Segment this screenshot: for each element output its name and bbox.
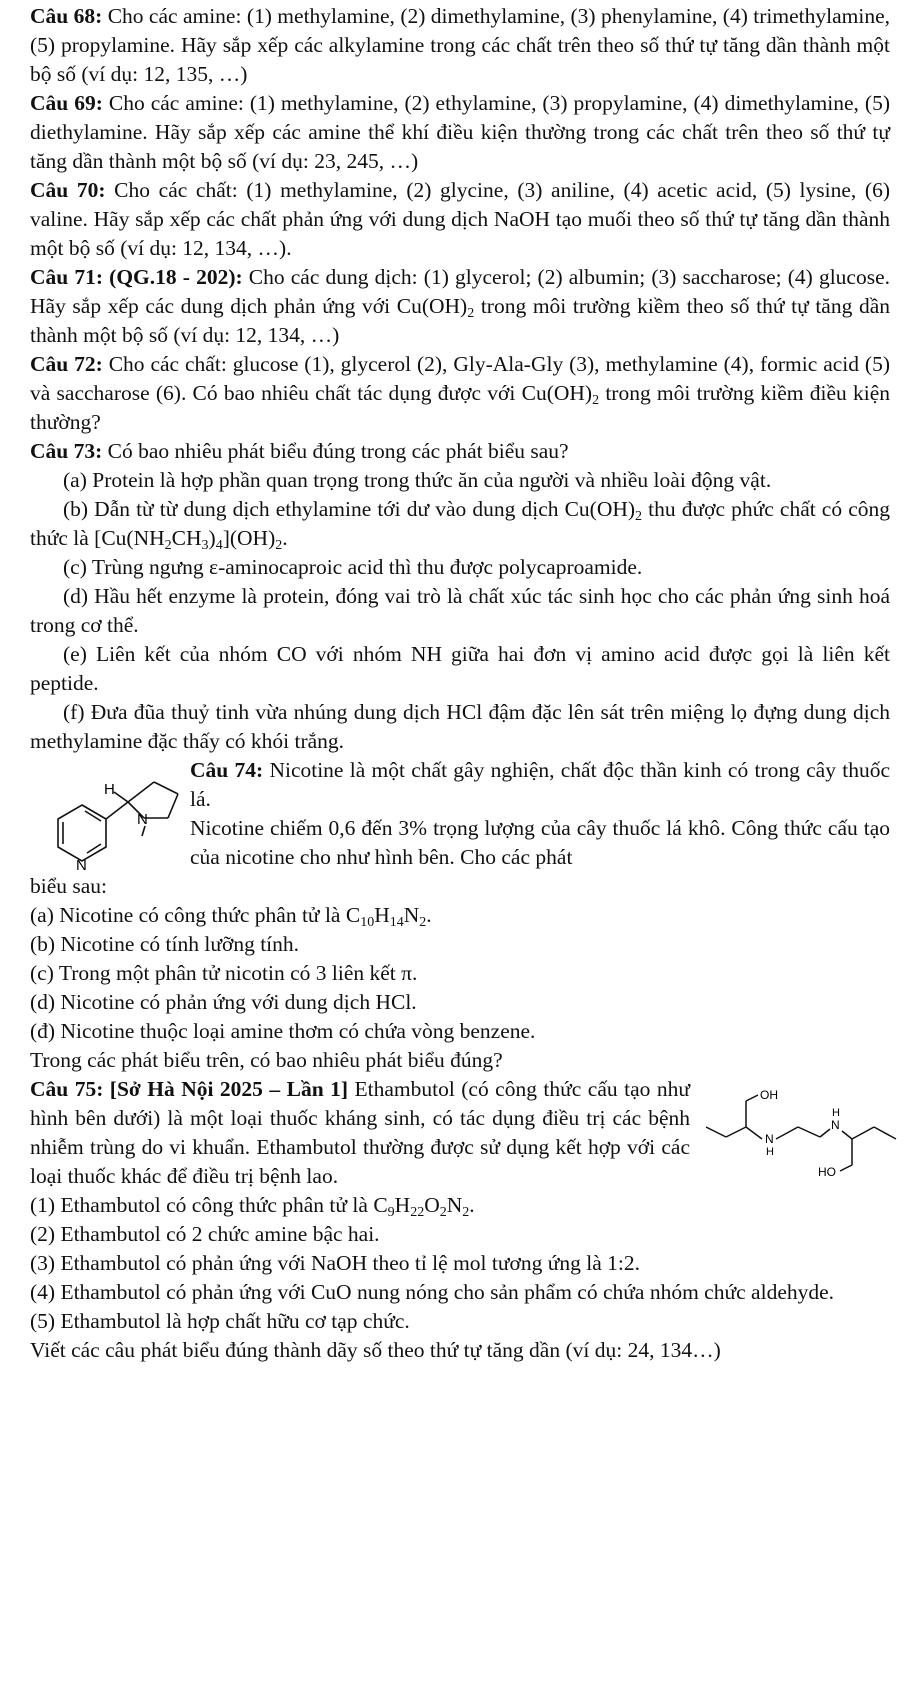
nitrogen-label: N [765, 1132, 774, 1146]
cut-off-text [55, 1672, 145, 1680]
statement-a: (a) Protein là hợp phần quan trọng trong thức ăn của người và nhiều loài động vật. [63, 468, 772, 492]
question-label: Câu 74: [190, 758, 264, 782]
statement-c: (c) Trong một phân tử nicotin có 3 liên kết π. [30, 961, 418, 985]
question-list [30, 2, 890, 1365]
nicotine-structure [30, 760, 200, 900]
question-label: Câu 68: [30, 4, 103, 28]
question-label: Câu 69: [30, 91, 103, 115]
statement-b: (b) Dẫn từ từ dung dịch ethylamine tới dư vào dung dịch $Cu(OH)_2$ thu được phức chất có công thức là $[Cu(NH_2CH_3)_4](OH)_2$. [30, 497, 890, 553]
question-72: Câu 72: Cho các chất: glucose (1), glycerol (2), Gly-Ala-Gly (3), methylamine (4), formic acid (5) và saccharose (6). Có bao nhiêu chất tác dụng được với $Cu(OH)_2$ trong môi trường kiềm điều kiện thường? [30, 352, 890, 434]
ethambutol-structure [702, 1079, 902, 1184]
statement-e: (e) Liên kết của nhóm CO với nhóm NH giữa hai đơn vị amino acid được gọi là liên kết peptide. [30, 642, 890, 695]
statement-4: (4) Ethambutol có phản ứng với CuO nung nóng cho sản phẩm có chứa nhóm chức aldehyde. [30, 1280, 835, 1304]
hydroxyl-label: OH [760, 1088, 778, 1102]
nitrogen-label: N [76, 857, 87, 874]
statement-d: (d) Hầu hết enzyme là protein, đóng vai trò là chất xúc tác sinh học cho các phản ứng sinh hoá trong cơ thể. [30, 584, 890, 637]
hydrogen-label: H [832, 1107, 840, 1119]
question-69: Câu 69: Cho các amine: (1) methylamine, (2) ethylamine, (3) propylamine, (4) dimethylamine, (5) diethylamine. Hãy sắp xếp các amine thể khí điều kiện thường trong các chất trên theo số thứ tự tăng dần thành một bộ số (ví dụ: 23, 245, …) [30, 91, 890, 173]
question-label: Câu 71: (QG.18 - 202): [30, 265, 243, 289]
question-label: Câu 75: [Sở Hà Nội 2025 – Lần 1] [30, 1077, 349, 1101]
question-label: Câu 72: [30, 352, 103, 376]
statement-f: (f) Đưa đũa thuỷ tinh vừa nhúng dung dịch HCl đậm đặc lên sát trên miệng lọ đựng dung dịch methylamine đặc thấy có khói trắng. [30, 700, 890, 753]
statement-c: (c) Trùng ngưng ε-aminocaproic acid thì thu được polycaproamide. [63, 555, 643, 579]
statement-3: (3) Ethambutol có phản ứng với NaOH theo tỉ lệ mol tương ứng là 1:2. [30, 1251, 641, 1275]
question-71: Câu 71: (QG.18 - 202): Cho các dung dịch: (1) glycerol; (2) albumin; (3) saccharose; (4) glucose. Hãy sắp xếp các dung dịch phản ứng với $Cu(OH)_2$ trong môi trường kiềm theo số thứ tự tăng dần thành một bộ số (ví dụ: 12, 134, …) [30, 265, 891, 347]
nitrogen-label: N [137, 811, 148, 828]
question-68: Câu 68: Cho các amine: (1) methylamine, (2) dimethylamine, (3) phenylamine, (4) trimethylamine, (5) propylamine. Hãy sắp xếp các alkylamine trong các chất trên theo số thứ tự tăng dần thành một bộ số (ví dụ: 12, 135, …) [30, 4, 890, 86]
statement-d: (d) Nicotine có phản ứng với dung dịch HCl. [30, 990, 417, 1014]
question-label: Câu 73: [30, 439, 103, 463]
hydrogen-label: H [766, 1146, 774, 1158]
question-75: OH N H H N HO Câu 75: [Sở Hà Nội 2025 – Lần 1] Ethambutol (có công thức cấu tạo như hình bên dưới) là một loại thuốc kháng sinh, có tác dụng điều trị các bệnh nhiễm trùng do vi khuẩn. Ethambutol thường được sử dụng kết hợp với các loại thuốc khác để điều trị bệnh lao. [30, 1075, 890, 1191]
statement-dd: (đ) Nicotine thuộc loại amine thơm có chứa vòng benzene. [30, 1019, 536, 1043]
statement-2: (2) Ethambutol có 2 chức amine bậc hai. [30, 1222, 380, 1246]
question-74-prompt: Trong các phát biểu trên, có bao nhiêu phát biểu đúng? [30, 1048, 503, 1072]
hydrogen-label: H [104, 781, 115, 798]
statement-5: (5) Ethambutol là hợp chất hữu cơ tạp chức. [30, 1309, 410, 1333]
question-74-intro: Câu 74: Nicotine là một chất gây nghiện, chất độc thần kinh có trong cây thuốc lá. Nicotine chiếm 0,6 đến 3% trọng lượng của cây thuốc lá khô. Công thức cấu tạo của nicotine cho như hình bên. Cho các phát [190, 758, 890, 869]
hydroxyl-label: HO [818, 1165, 836, 1179]
question-70: Câu 70: Cho các chất: (1) methylamine, (2) glycine, (3) aniline, (4) acetic acid, (5) lysine, (6) valine. Hãy sắp xếp các chất phản ứng với dung dịch NaOH tạo muối theo số thứ tự tăng dần thành một bộ số (ví dụ: 12, 134, …). [30, 178, 890, 260]
nitrogen-label: N [831, 1118, 840, 1132]
statement-a: (a) Nicotine có công thức phân tử là $C_{10}H_{14}N_2$. [30, 903, 432, 930]
question-74: H N N Câu 74: Nicotine là một chất gây nghiện, chất độc thần kinh có trong cây thuốc lá. Nicotine chiếm 0,6 đến 3% trọng lượng của cây thuốc lá khô. Công thức cấu tạo của nicotine cho như hình bên. Cho các phát biểu sau: [30, 758, 890, 898]
statement-1: (1) Ethambutol có công thức phân tử là $C_9H_{22}O_2N_2$. [30, 1193, 475, 1220]
question-75-prompt: Viết các câu phát biểu đúng thành dãy số theo thứ tự tăng dần (ví dụ: 24, 134…) [30, 1338, 721, 1362]
question-label: Câu 70: [30, 178, 106, 202]
statement-b: (b) Nicotine có tính lưỡng tính. [30, 932, 300, 956]
question-73: Câu 73: Có bao nhiêu phát biểu đúng trong các phát biểu sau? [30, 439, 569, 463]
